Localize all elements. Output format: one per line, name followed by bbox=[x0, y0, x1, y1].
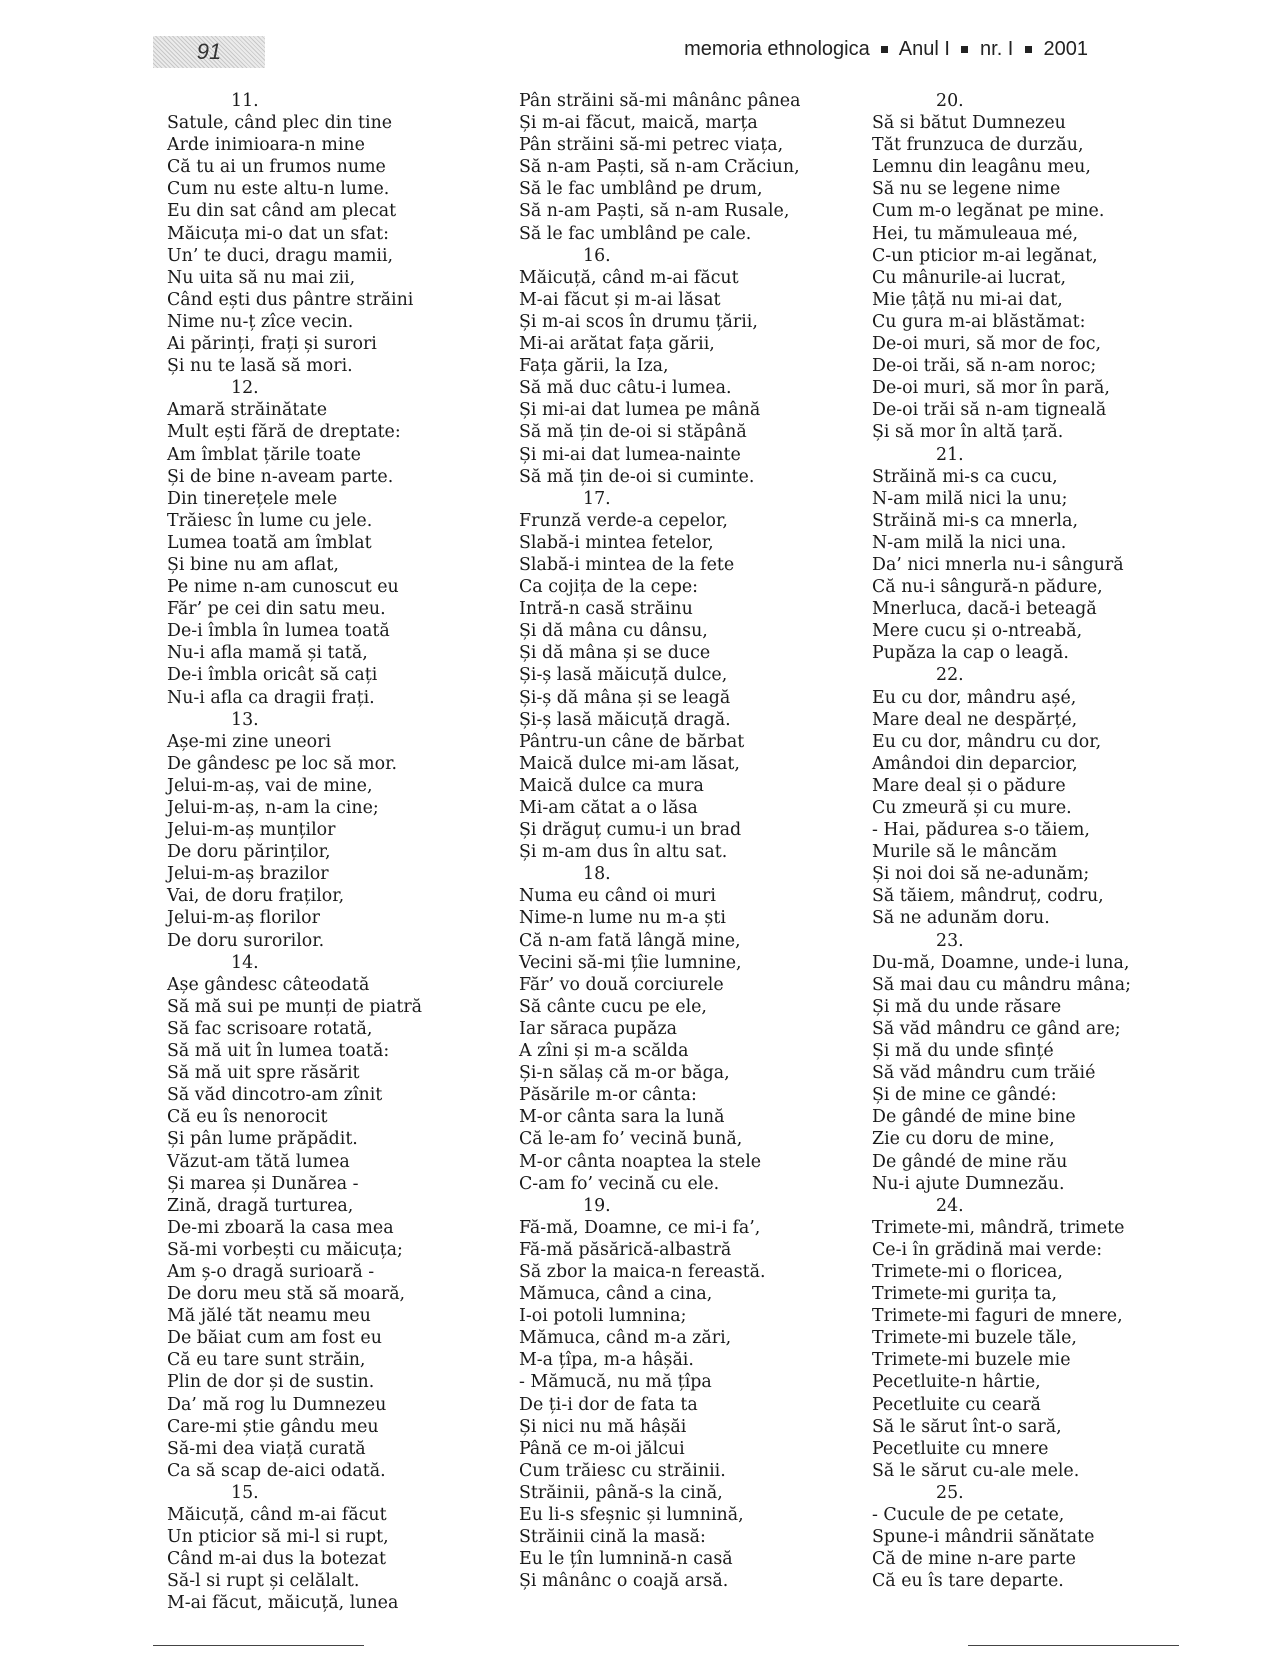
footer-rule-right bbox=[968, 1645, 1179, 1646]
verse-line: Pântru-un câne de bărbat bbox=[519, 731, 745, 752]
verse-line: Că eu tare sunt străin, bbox=[167, 1350, 366, 1371]
verse-line: Jelui-m-aș brazilor bbox=[167, 864, 329, 885]
verse-line: Măicuța mi-o dat un sfat: bbox=[167, 223, 390, 244]
verse-line: Că tu ai un frumos nume bbox=[167, 157, 386, 178]
verse-line: Vecini să-mi țîie lumnine, bbox=[519, 952, 742, 973]
verse-line: Să mă sui pe munți de piatră bbox=[167, 996, 423, 1017]
verse-line: Lumea toată am îmblat bbox=[167, 532, 372, 553]
verse-line: Nu-i afla ca dragii frați. bbox=[167, 687, 375, 708]
verse-line: Pecetluite cu ceară bbox=[872, 1394, 1041, 1415]
verse-line: Jelui-m-aș, vai de mine, bbox=[167, 775, 373, 796]
verse-line: Și nici nu mă hâșăi bbox=[519, 1416, 687, 1437]
verse-line: Trimete-mi buzele tăle, bbox=[872, 1328, 1077, 1349]
verse-line: Spune-i mândrii sănătate bbox=[872, 1527, 1095, 1548]
verse-line: Mare deal și o pădure bbox=[872, 775, 1066, 796]
verse-line: Fă-mă, Doamne, ce mi-i fa’, bbox=[519, 1217, 761, 1238]
verse-line: A zîni și m-a scălda bbox=[519, 1041, 689, 1062]
verse-line: Pân străini să-mi mânânc pânea bbox=[519, 91, 801, 111]
verse-line: Fă-mă păsărică-albastră bbox=[519, 1239, 732, 1260]
verse-line: Cum nu este altu-n lume. bbox=[167, 179, 390, 200]
verse-line: Străinii, până-s la cină, bbox=[519, 1482, 723, 1503]
verse-line: Din tinerețele mele bbox=[167, 488, 338, 509]
verse-line: Și m-ai făcut, maică, marța bbox=[519, 113, 758, 134]
verse-line: Că de mine n-are parte bbox=[872, 1549, 1076, 1570]
square-bullet-icon bbox=[961, 46, 968, 53]
verse-line: Cum trăiesc cu străinii. bbox=[519, 1460, 726, 1481]
verse-line: De doru meu stă să moară, bbox=[167, 1284, 406, 1305]
verse-line: Și de mine ce gândé: bbox=[872, 1085, 1057, 1106]
verse-line: Când m-ai dus la botezat bbox=[167, 1549, 387, 1570]
verse-line: Mămuca, când m-a zări, bbox=[519, 1328, 732, 1349]
verse-line: Pupăza la cap o leagă. bbox=[872, 643, 1069, 664]
verse-line: Nu-i ajute Dumnezău. bbox=[872, 1173, 1065, 1194]
verse-line: Și-ș lasă măicuță dragă. bbox=[519, 709, 731, 730]
verse-line: Am îmblat țările toate bbox=[167, 444, 361, 465]
stanza-number: 23. bbox=[936, 930, 964, 951]
verse-line: Eu cu dor, mândru cu dor, bbox=[872, 731, 1102, 752]
stanza-number: 15. bbox=[231, 1482, 259, 1503]
verse-line: De ți-i dor de fata ta bbox=[519, 1394, 698, 1415]
verse-line: Eu le țîn lumnină-n casă bbox=[519, 1549, 733, 1570]
verse-line: Să le fac umblând pe cale. bbox=[519, 223, 752, 244]
verse-line: Așe gândesc câteodată bbox=[167, 974, 370, 995]
verse-line: Străinii cină la masă: bbox=[519, 1527, 706, 1548]
verse-line: Că le-am fo’ vecină bună, bbox=[519, 1129, 743, 1150]
verse-line: Du-mă, Doamne, unde-i luna, bbox=[872, 952, 1130, 973]
verse-line: Eu din sat când am plecat bbox=[167, 201, 397, 222]
verse-line: Mere cucu și o-ntreabă, bbox=[872, 621, 1083, 642]
verse-line: Nime-n lume nu m-a ști bbox=[519, 908, 726, 929]
verse-line: Ca să scap de-aici odată. bbox=[167, 1460, 386, 1481]
verse-line: Străină mi-s ca mnerla, bbox=[872, 510, 1079, 531]
verse-line: Mult ești fără de dreptate: bbox=[167, 422, 401, 443]
verse-line: Să zbor la maica-n fereastă. bbox=[519, 1261, 766, 1282]
year-label: Anul I bbox=[898, 38, 950, 60]
stanza-number: 24. bbox=[936, 1195, 964, 1216]
square-bullet-icon bbox=[881, 46, 888, 53]
verse-line: N-am milă la nici una. bbox=[872, 532, 1067, 553]
verse-line: Trimete-mi o floricea, bbox=[872, 1261, 1063, 1282]
verse-line: Trimete-mi buzele mie bbox=[872, 1350, 1071, 1371]
footer-rule-left bbox=[153, 1645, 364, 1646]
stanza-number: 20. bbox=[936, 91, 964, 111]
verse-line: Să mai dau cu mândru mâna; bbox=[872, 974, 1131, 995]
verse-line: Și mi-ai dat lumea pe mână bbox=[519, 400, 761, 421]
verse-line: Fața gării, la Iza, bbox=[519, 356, 669, 377]
verse-line: Lemnu din leagânu meu, bbox=[872, 157, 1091, 178]
verse-line: M-ai făcut, măicuță, lunea bbox=[167, 1593, 399, 1614]
verse-line: Să mă duc câtu-i lumea. bbox=[519, 378, 732, 399]
verse-line: Așe-mi zine uneori bbox=[167, 731, 332, 752]
verse-line: De-oi trăi, să n-am noroc; bbox=[872, 356, 1097, 377]
verse-line: Și-ș dă mâna și se leagă bbox=[519, 687, 731, 708]
verse-line: Eu cu dor, mândru așé, bbox=[872, 687, 1077, 708]
verse-line: Iar săraca pupăza bbox=[519, 1018, 678, 1039]
poem-column-middle bbox=[519, 90, 800, 1592]
verse-line: Făr’ vo două corciurele bbox=[519, 974, 724, 995]
verse-line: Frunză verde-a cepelor, bbox=[519, 510, 728, 531]
verse-line: Maică dulce ca mura bbox=[519, 775, 704, 796]
verse-line: Să le fac umblând pe drum, bbox=[519, 179, 763, 200]
verse-line: Mare deal ne despărțé, bbox=[872, 709, 1078, 730]
verse-line: M-or cânta sara la lună bbox=[519, 1107, 725, 1128]
verse-line: Ca cojița de la cepe: bbox=[519, 577, 698, 598]
verse-line: Păsările m-or cânta: bbox=[519, 1085, 697, 1106]
verse-line: Și-ș lasă măicuță dulce, bbox=[519, 665, 728, 686]
stanza-number: 22. bbox=[936, 665, 964, 686]
verse-line: Să văd mândru cum trăié bbox=[872, 1063, 1096, 1084]
verse-line: Nime nu-ț zîce vecin. bbox=[167, 311, 354, 332]
verse-line: I-oi potoli lumnina; bbox=[519, 1306, 687, 1327]
verse-line: De-oi trăi să n-am tigneală bbox=[872, 400, 1107, 421]
stanza-number: 19. bbox=[583, 1195, 611, 1216]
page-number: 91 bbox=[153, 36, 265, 68]
verse-line: Făr’ pe cei din satu meu. bbox=[167, 599, 386, 620]
running-header bbox=[684, 36, 1088, 62]
verse-line: De gândé de mine bine bbox=[872, 1107, 1076, 1128]
verse-line: C-am fo’ vecină cu ele. bbox=[519, 1173, 720, 1194]
verse-line: Să fac scrisoare rotată, bbox=[167, 1018, 373, 1039]
verse-line: Și mânânc o coajă arsă. bbox=[519, 1571, 729, 1592]
poem-column-right bbox=[872, 90, 1131, 1592]
verse-line: Mnerluca, dacă-i beteagă bbox=[872, 599, 1097, 620]
verse-line: Plin de dor și de sustin. bbox=[167, 1372, 375, 1393]
verse-line: Pân străini să-mi petrec viața, bbox=[519, 135, 784, 156]
verse-line: Am ș-o dragă surioară - bbox=[167, 1261, 375, 1282]
poem-column-left bbox=[167, 90, 422, 1614]
verse-line: Să cânte cucu pe ele, bbox=[519, 996, 707, 1017]
verse-line: Mămuca, când a cina, bbox=[519, 1284, 713, 1305]
stanza-number: 25. bbox=[936, 1482, 964, 1503]
verse-line: Și dă mâna și se duce bbox=[519, 643, 711, 664]
verse-line: Da’ nici mnerla nu-i sângură bbox=[872, 554, 1124, 575]
verse-line: Amară străinătate bbox=[167, 400, 327, 421]
verse-line: Cum m-o legănat pe mine. bbox=[872, 201, 1105, 222]
verse-line: Să n-am Paști, să n-am Rusale, bbox=[519, 201, 790, 222]
verse-line: Și mă du unde sfințé bbox=[872, 1041, 1054, 1062]
verse-line: Și dă mâna cu dânsu, bbox=[519, 621, 708, 642]
verse-line: Vai, de doru fraților, bbox=[167, 886, 345, 907]
verse-line: Slabă-i mintea de la fete bbox=[519, 554, 735, 575]
verse-line: Și de bine n-aveam parte. bbox=[167, 466, 394, 487]
verse-line: Trimete-mi gurița ta, bbox=[872, 1284, 1057, 1305]
verse-line: Și noi doi să ne-adunăm; bbox=[872, 864, 1090, 885]
verse-line: Să n-am Paști, să n-am Crăciun, bbox=[519, 157, 800, 178]
stanza-number: 16. bbox=[583, 245, 611, 266]
stanza-number: 12. bbox=[231, 378, 259, 399]
verse-line: Mi-ai arătat fața gării, bbox=[519, 334, 715, 355]
stanza-number: 13. bbox=[231, 709, 259, 730]
verse-line: Să si bătut Dumnezeu bbox=[872, 113, 1066, 134]
verse-line: Ce-i în grădină mai verde: bbox=[872, 1239, 1103, 1260]
verse-line: Și să mor în altă țară. bbox=[872, 422, 1064, 443]
verse-line: Că n-am fată lângă mine, bbox=[519, 930, 741, 951]
verse-line: Și drăguț cumu-i un brad bbox=[519, 820, 742, 841]
verse-line: Jelui-m-aș, n-am la cine; bbox=[167, 798, 379, 818]
verse-line: Jelui-m-aș munților bbox=[167, 820, 336, 841]
verse-line: De băiat cum am fost eu bbox=[167, 1328, 382, 1349]
verse-line: De doru surorilor. bbox=[167, 930, 325, 951]
verse-line: De-i îmbla oricât să cați bbox=[167, 665, 378, 686]
verse-line: Și m-am dus în altu sat. bbox=[519, 842, 728, 863]
issue-label: nr. I bbox=[980, 38, 1014, 60]
verse-line: N-am milă nici la unu; bbox=[872, 488, 1068, 509]
verse-line: Pecetluite-n hârtie, bbox=[872, 1372, 1041, 1393]
publication-year: 2001 bbox=[1043, 38, 1088, 60]
verse-line: Amândoi din deparcior, bbox=[872, 753, 1078, 774]
verse-line: Hei, tu mămuleaua mé, bbox=[872, 223, 1078, 244]
verse-line: Și mi-ai dat lumea-nainte bbox=[519, 444, 741, 465]
verse-line: Văzut-am tătă lumea bbox=[167, 1151, 350, 1172]
verse-line: Cu gura m-ai blăstămat: bbox=[872, 311, 1086, 332]
verse-line: Zină, dragă turturea, bbox=[167, 1195, 354, 1216]
verse-line: Zie cu doru de mine, bbox=[872, 1129, 1055, 1150]
verse-line: Mi-am cătat a o lăsa bbox=[519, 798, 698, 818]
verse-line: Maică dulce mi-am lăsat, bbox=[519, 753, 740, 774]
verse-line: M-or cânta noaptea la stele bbox=[519, 1151, 762, 1172]
verse-line: Și pân lume prăpădit. bbox=[167, 1129, 358, 1150]
verse-line: De-oi muri, să mor de foc, bbox=[872, 334, 1102, 355]
verse-line: Să mă uit spre răsărit bbox=[167, 1063, 360, 1084]
stanza-number: 14. bbox=[231, 952, 259, 973]
verse-line: Și-n sălaș că m-or băga, bbox=[519, 1063, 730, 1084]
verse-line: De gândesc pe loc să mor. bbox=[167, 753, 398, 774]
verse-line: - Hai, pădurea s-o tăiem, bbox=[872, 820, 1090, 841]
verse-line: Și mă du unde răsare bbox=[872, 996, 1062, 1017]
verse-line: De-oi muri, să mor în pară, bbox=[872, 378, 1110, 399]
verse-line: De doru părinților, bbox=[167, 842, 331, 863]
verse-line: Să văd mândru ce gând are; bbox=[872, 1018, 1121, 1039]
stanza-number: 11. bbox=[231, 91, 259, 111]
verse-line: Să-mi vorbești cu măicuța; bbox=[167, 1239, 403, 1260]
verse-line: Că eu îs nenorocit bbox=[167, 1107, 328, 1128]
verse-line: Tăt frunzuca de durzău, bbox=[872, 135, 1084, 156]
verse-line: Cu zmeură și cu mure. bbox=[872, 798, 1072, 818]
verse-line: Nu uita să nu mai zii, bbox=[167, 267, 356, 288]
verse-line: Murile să le mâncăm bbox=[872, 842, 1058, 863]
verse-line: Să ne adunăm doru. bbox=[872, 908, 1050, 929]
journal-title: memoria ethnologica bbox=[684, 38, 870, 60]
verse-line: Măicuță, când m-ai făcut bbox=[519, 267, 739, 288]
verse-line: Un pticior să mi-l si rupt, bbox=[167, 1527, 389, 1548]
verse-line: M-ai făcut și m-ai lăsat bbox=[519, 289, 721, 310]
verse-line: De-mi zboară la casa mea bbox=[167, 1217, 394, 1238]
square-bullet-icon bbox=[1025, 46, 1032, 53]
verse-line: Și m-ai scos în drumu țării, bbox=[519, 311, 758, 332]
verse-line: Că eu îs tare departe. bbox=[872, 1571, 1064, 1592]
verse-line: Să-mi dea viață curată bbox=[167, 1438, 366, 1459]
verse-line: Da’ mă rog lu Dumnezeu bbox=[167, 1394, 387, 1415]
verse-line: Eu li-s sfeșnic și lumnină, bbox=[519, 1505, 744, 1525]
verse-line: Jelui-m-aș florilor bbox=[167, 908, 320, 929]
verse-line: Străină mi-s ca cucu, bbox=[872, 466, 1058, 487]
verse-line: Ai părinți, frați și surori bbox=[167, 334, 377, 355]
verse-line: Satule, când plec din tine bbox=[167, 113, 393, 134]
verse-line: Că nu-i sângură-n pădure, bbox=[872, 577, 1103, 598]
verse-line: - Cucule de pe cetate, bbox=[872, 1505, 1065, 1525]
verse-line: Să mă țin de-oi si cuminte. bbox=[519, 466, 755, 487]
verse-line: De gândé de mine rău bbox=[872, 1151, 1068, 1172]
verse-line: Să le sărut înt-o sară, bbox=[872, 1416, 1062, 1437]
verse-line: - Mămucă, nu mă țîpa bbox=[519, 1372, 712, 1393]
verse-line: M-a țîpa, m-a hâșăi. bbox=[519, 1350, 694, 1371]
verse-line: Un’ te duci, dragu mamii, bbox=[167, 245, 394, 266]
verse-line: Trimete-mi faguri de mnere, bbox=[872, 1306, 1123, 1327]
verse-line: Să nu se legene nime bbox=[872, 179, 1061, 200]
verse-line: Să mă uit în lumea toată: bbox=[167, 1041, 390, 1062]
verse-line: Cu mânurile-ai lucrat, bbox=[872, 267, 1067, 288]
verse-line: Să tăiem, mândruț, codru, bbox=[872, 886, 1104, 907]
verse-line: C-un pticior m-ai legănat, bbox=[872, 245, 1098, 266]
verse-line: Numa eu când oi muri bbox=[519, 886, 716, 907]
verse-line: Să mă țin de-oi si stăpână bbox=[519, 422, 747, 443]
verse-line: Mă jălé tăt neamu meu bbox=[167, 1306, 371, 1327]
verse-line: Mie țâță nu mi-ai dat, bbox=[872, 289, 1063, 310]
stanza-number: 21. bbox=[936, 444, 964, 465]
verse-line: Trimete-mi, mândră, trimete bbox=[872, 1217, 1125, 1238]
verse-line: Slabă-i mintea fetelor, bbox=[519, 532, 714, 553]
verse-line: Care-mi știe gându meu bbox=[167, 1416, 379, 1437]
verse-line: Până ce m-oi jălcui bbox=[519, 1438, 685, 1459]
stanza-number: 17. bbox=[583, 488, 611, 509]
verse-line: Intră-n casă străinu bbox=[519, 599, 693, 620]
verse-line: Și nu te lasă să mori. bbox=[167, 356, 353, 377]
verse-line: De-i îmbla în lumea toată bbox=[167, 621, 390, 642]
verse-line: Să văd dincotro-am zînit bbox=[167, 1085, 383, 1106]
verse-line: Și bine nu am aflat, bbox=[167, 554, 339, 575]
verse-line: Să le sărut cu-ale mele. bbox=[872, 1460, 1080, 1481]
verse-line: Arde inimioara-n mine bbox=[167, 135, 365, 156]
verse-line: Și marea și Dunărea - bbox=[167, 1173, 359, 1194]
verse-line: Nu-i afla mamă și tată, bbox=[167, 643, 368, 664]
verse-line: Măicuță, când m-ai făcut bbox=[167, 1505, 387, 1525]
verse-line: Trăiesc în lume cu jele. bbox=[167, 510, 373, 531]
verse-line: Pecetluite cu mnere bbox=[872, 1438, 1049, 1459]
verse-line: Să-l si rupt și celălalt. bbox=[167, 1571, 360, 1592]
stanza-number: 18. bbox=[583, 864, 611, 885]
verse-line: Pe nime n-am cunoscut eu bbox=[167, 577, 399, 598]
verse-line: Când ești dus pântre străini bbox=[167, 289, 414, 310]
